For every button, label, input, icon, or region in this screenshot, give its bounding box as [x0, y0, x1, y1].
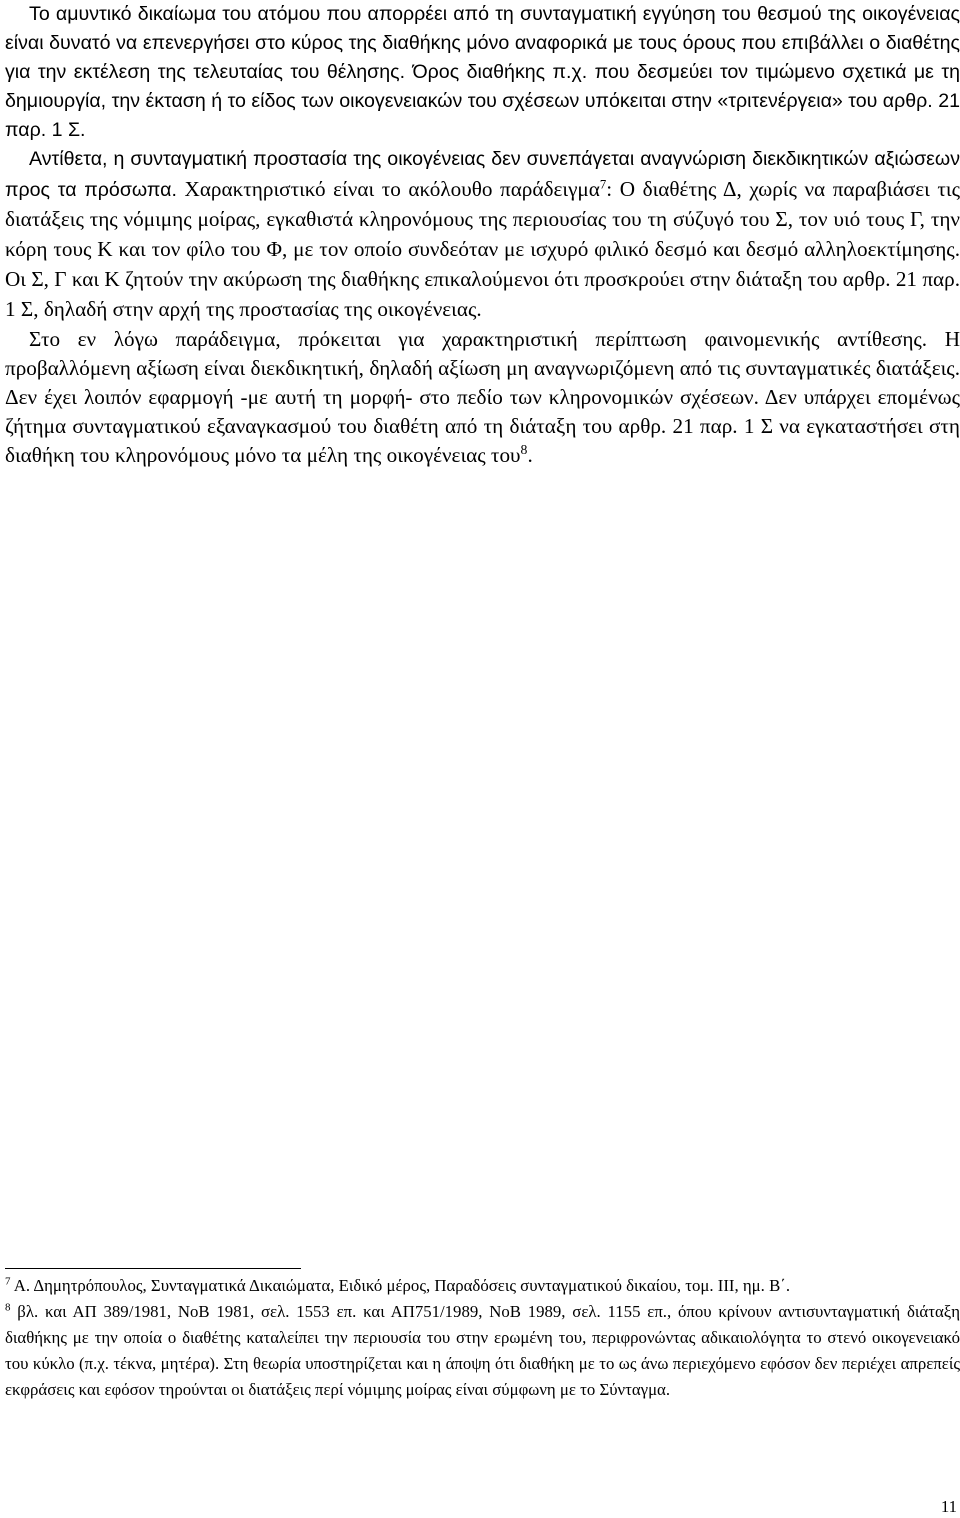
footnote-8 — [5, 1299, 960, 1403]
page-number: 11 — [940, 1497, 957, 1516]
footnote-8-mark: 8 — [5, 1301, 11, 1314]
paragraph-3-text: Στο εν λόγω παράδειγμα, πρόκειται για χαρακτηριστική περίπτωση φαινομενικής αντίθεσης. Η προβαλλόμενη αξίωση είναι διεκδικητική, δηλαδή αξίωση μη αναγνωριζόμενη από τις συνταγματικές διατάξεις. Δεν έχει λοιπόν εφαρμογή -με αυτή τη μορφή- στο πεδίο των κληρονομικών σχέσεων. Δεν υπάρχει επομένως ζήτημα συνταγματικού εξαναγκασμού του διαθέτη από τη διάταξη του αρθρ. 21 παρ. 1 Σ να εγκαταστήσει στη διαθήκη του κληρονόμους μόνο τα μέλη της οικογένειας του — [5, 327, 960, 468]
footnote-7 — [5, 1273, 960, 1299]
paragraph-1-text: Το αμυντικό δικαίωμα του ατόμου που απορρέει από τη συνταγματική εγγύηση του θεσμού της οικογένειας είναι δυνατό να επενεργήσει στο κύρος της διαθήκης μόνο αναφορικά με τους όρους που επιβάλλει ο διαθέτης για την εκτέλεση της τελευταίας του θέλησης. Όρος διαθήκης π.χ. που δεσμεύει τον τιμώμενο σχετικά με τη δημιουργία, την έκταση ή το είδος των οικογενειακών του σχέσεων υπόκειται στην «τριτενέργεια» του αρθρ. 21 παρ. 1 Σ. — [5, 3, 960, 142]
paragraph-1 — [5, 0, 960, 145]
footnote-separator — [5, 1268, 301, 1269]
footnote-8-text: βλ. και ΑΠ 389/1981, ΝοΒ 1981, σελ. 1553 επ. και ΑΠ751/1989, ΝοΒ 1989, σελ. 1155 επ., όπου κρίνουν αντισυνταγματική διάταξη διαθήκης με την οποία ο διαθέτης καταλείπει την περιουσία του στην ερωμένη του, περιφρονώντας αδικαιολόγητα το στενό οικογενειακό του κύκλο (π.χ. τέκνα, μητέρα). Στη θεωρία υποστηρίζεται και η άποψη ότι διαθήκη με το ως άνω περιεχόμενο εφόσον δεν περιέχει απρεπείς εκφράσεις και εφόσον τηρούνται οι διατάξεις περί νόμιμης μοίρας είναι σύμφωνη με το Σύνταγμα. — [5, 1302, 960, 1399]
footnote-ref-8: 8 — [520, 442, 528, 458]
paragraph-2-serif-text: Χαρακτηριστικό είναι το ακόλουθο παράδειγμα — [176, 176, 600, 201]
paragraph-2 — [5, 145, 960, 325]
document-page — [5, 0, 960, 1518]
footnote-7-mark: 7 — [5, 1275, 11, 1288]
paragraph-2-rest-text: : Ο διαθέτης Δ, χωρίς να παραβιάσει τις διατάξεις της νόμιμης μοίρας, εγκαθιστά κληρονόμους της περιουσίας του τη σύζυγό του Σ, τον υιό τους Γ, την κόρη τους Κ και τον φίλο του Φ, με τον οποίο συνδεόταν με ισχυρό φιλικό δεσμό και δεσμό αλληλοεκτίμησης. Οι Σ, Γ και Κ ζητούν την ακύρωση της διαθήκης επικαλούμενοι ότι προσκρούει στην διάταξη του αρθρ. 21 παρ. 1 Σ, δηλαδή στην αρχή της προστασίας της οικογένειας. — [5, 176, 960, 321]
footnote-7-text: Α. Δημητρόπουλος, Συνταγματικά Δικαιώματα, Ειδικό μέρος, Παραδόσεις συνταγματικού δικαίου, τομ. ΙΙΙ, ημ. Β΄. — [10, 1276, 791, 1295]
footnotes-section — [5, 1268, 960, 1403]
footnote-ref-7: 7 — [599, 177, 607, 192]
paragraph-3 — [5, 325, 960, 470]
paragraph-2-sans-text: Αντίθετα, η συνταγματική προστασία της οικογένειας δεν συνεπάγεται αναγνώριση διεκδικητικών αξιώσεων προς τα πρόσωπα. — [5, 148, 960, 201]
paragraph-3-end: . — [527, 443, 533, 468]
main-body — [5, 0, 960, 471]
